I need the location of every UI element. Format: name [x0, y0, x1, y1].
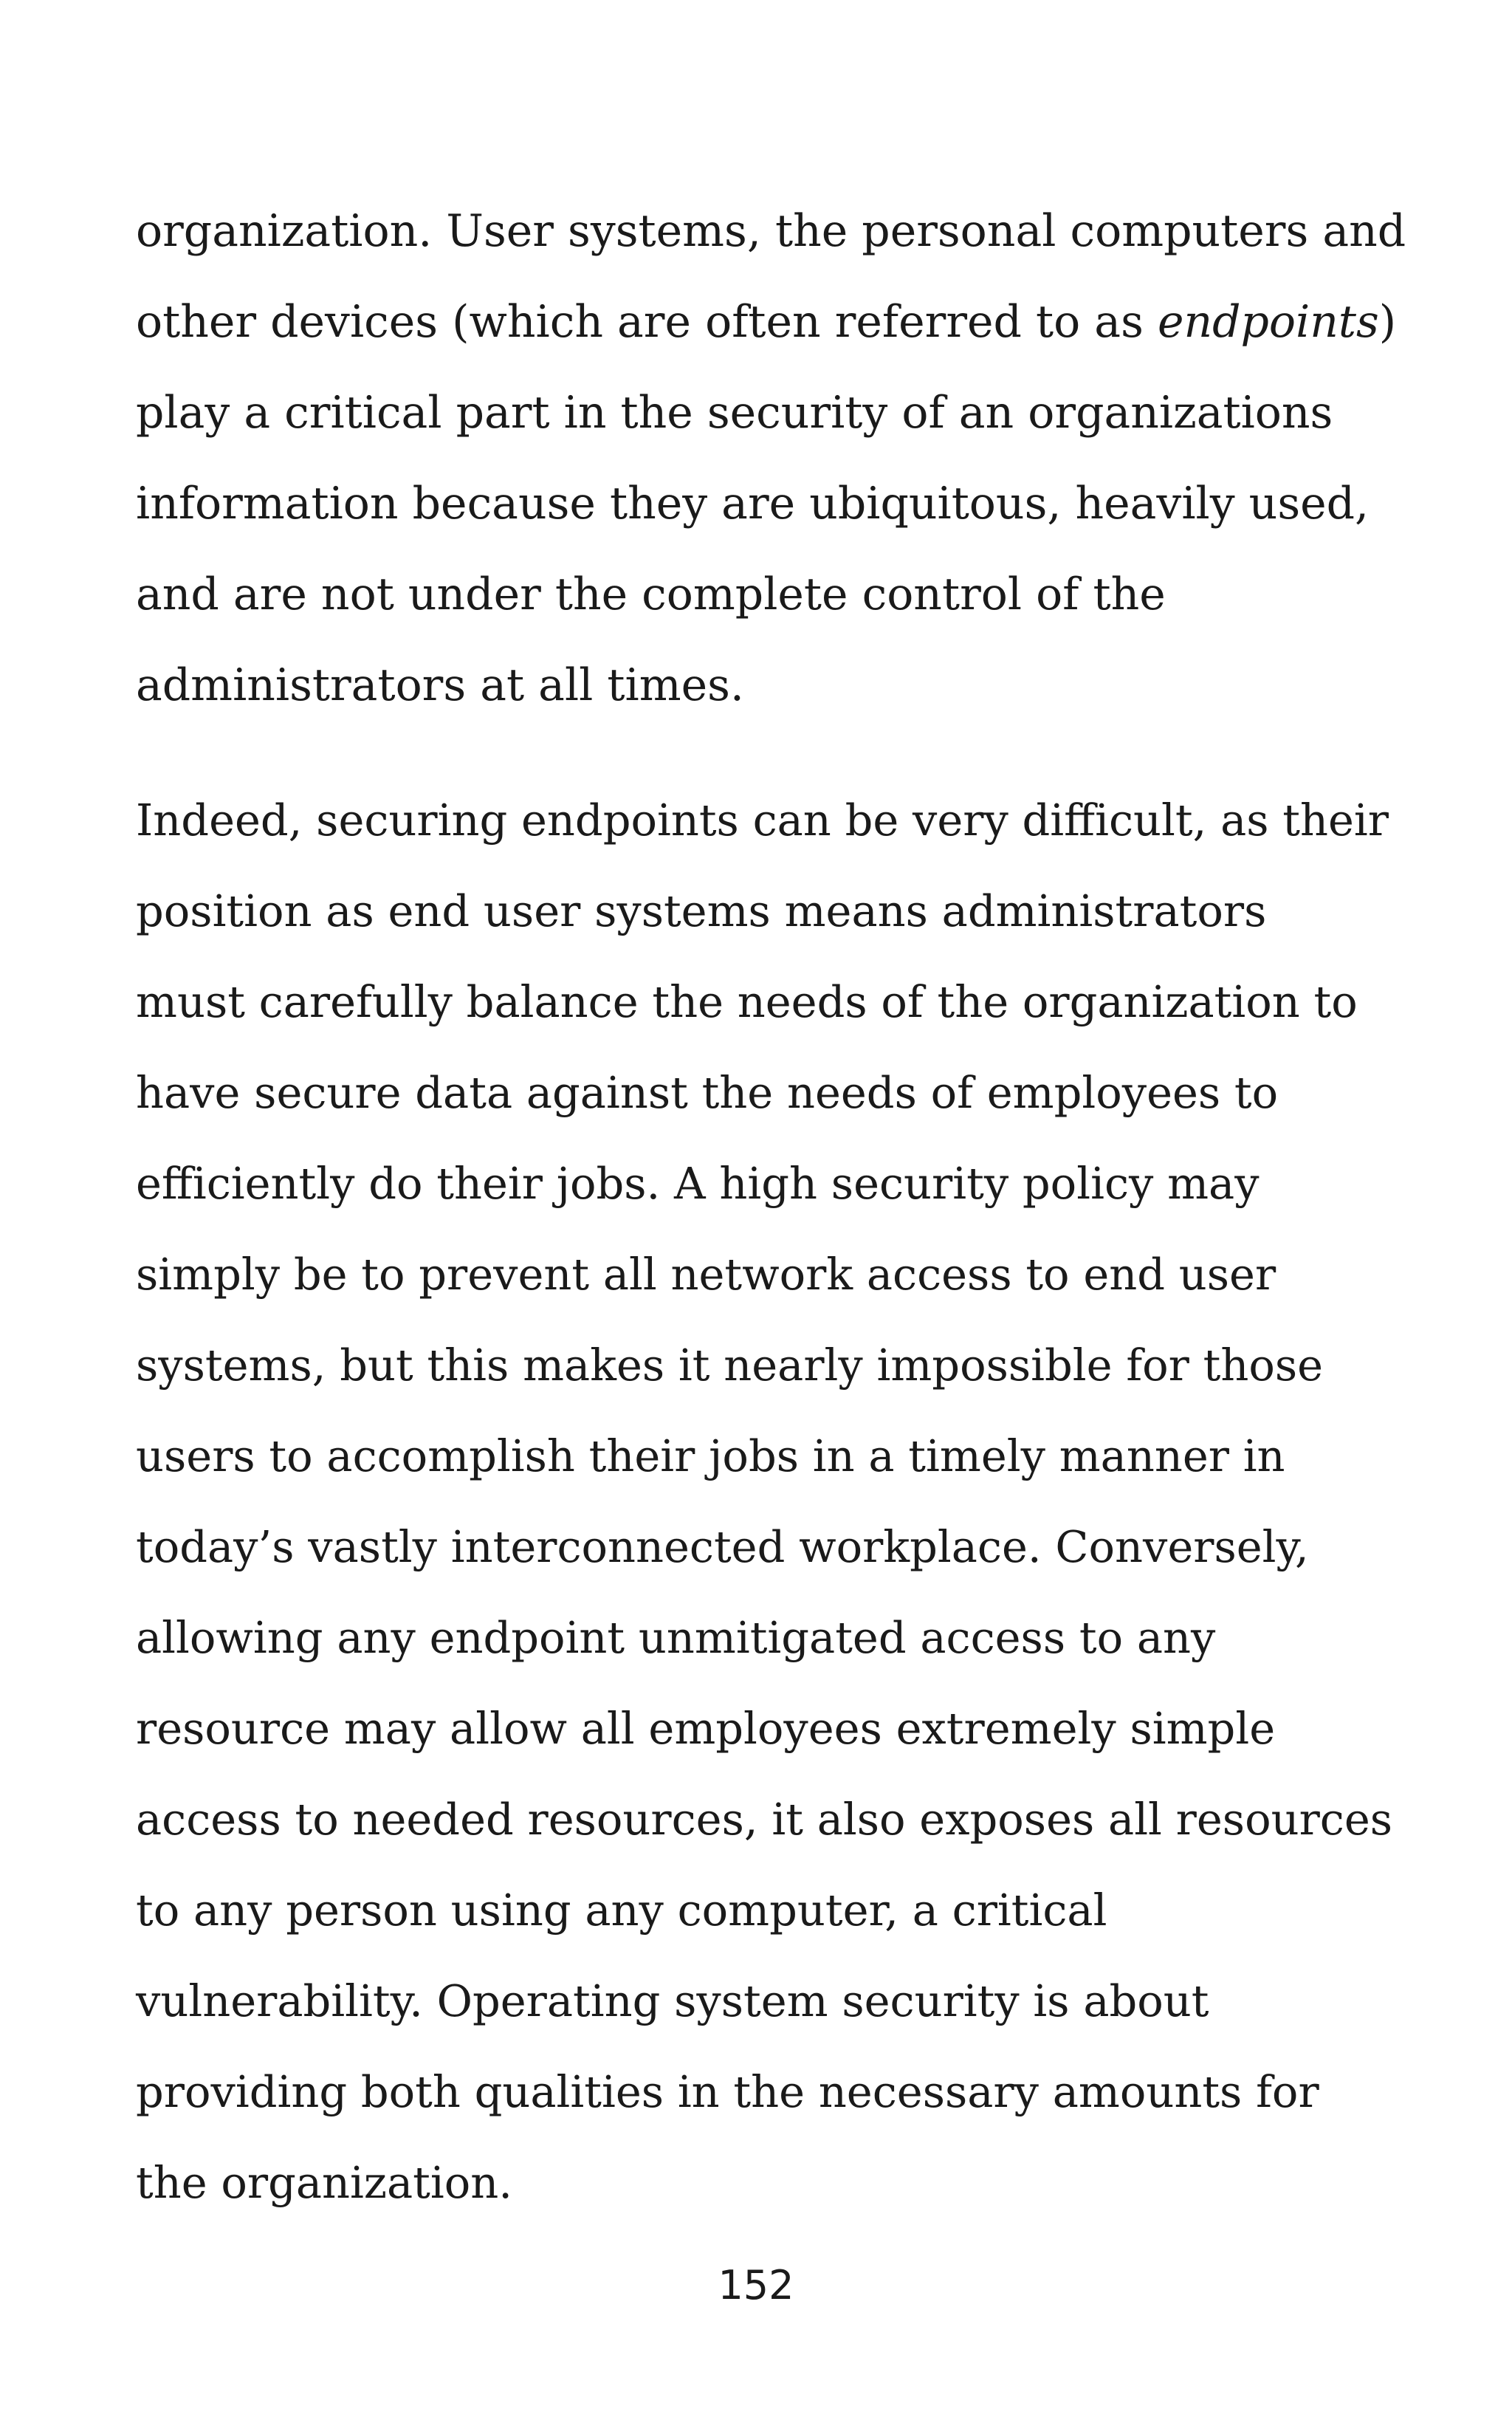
- paragraph-endpoints-intro: [136, 186, 1406, 731]
- text-line: resource may allow all employees extremely simple: [136, 1703, 1276, 1754]
- text-segment: other devices (which are often referred to as: [136, 296, 1158, 348]
- text-line: and are not under the complete control of the: [136, 569, 1166, 620]
- text-line: vulnerability. Operating system security is about: [136, 1975, 1209, 2026]
- text-line: systems, but this makes it nearly impossible for those: [136, 1340, 1324, 1391]
- text-line: Indeed, securing endpoints can be very difficult, as their: [136, 795, 1389, 846]
- text-line: position as end user systems means administrators: [136, 885, 1267, 936]
- paragraph-securing-endpoints: [136, 775, 1391, 2228]
- text-line: information because they are ubiquitous, heavily used,: [136, 478, 1370, 529]
- text-line: have secure data against the needs of employees to: [136, 1067, 1279, 1118]
- text-line: to any person using any computer, a critical: [136, 1885, 1107, 1936]
- italic-term-endpoints: endpoints: [1157, 296, 1379, 348]
- text-line: today’s vastly interconnected workplace. Conversely,: [136, 1521, 1309, 1572]
- text-line: providing both qualities in the necessary amounts for: [136, 2066, 1319, 2117]
- text-line: users to accomplish their jobs in a timely manner in: [136, 1430, 1285, 1481]
- text-line: access to needed resources, it also exposes all resources: [136, 1794, 1393, 1845]
- text-line: organization. User systems, the personal computers and: [136, 205, 1406, 257]
- text-line: [136, 277, 1397, 368]
- text-line: play a critical part in the security of an organizations: [136, 387, 1333, 439]
- page-number: 152: [718, 2262, 794, 2308]
- text-line: simply be to prevent all network access to end user: [136, 1249, 1276, 1300]
- text-line: efficiently do their jobs. A high security policy may: [136, 1158, 1260, 1209]
- text-line: must carefully balance the needs of the organization to: [136, 976, 1358, 1027]
- text-segment: ): [1378, 296, 1397, 348]
- text-line: administrators at all times.: [136, 659, 744, 711]
- text-line: allowing any endpoint unmitigated access to any: [136, 1612, 1216, 1663]
- text-line: the organization.: [136, 2157, 513, 2208]
